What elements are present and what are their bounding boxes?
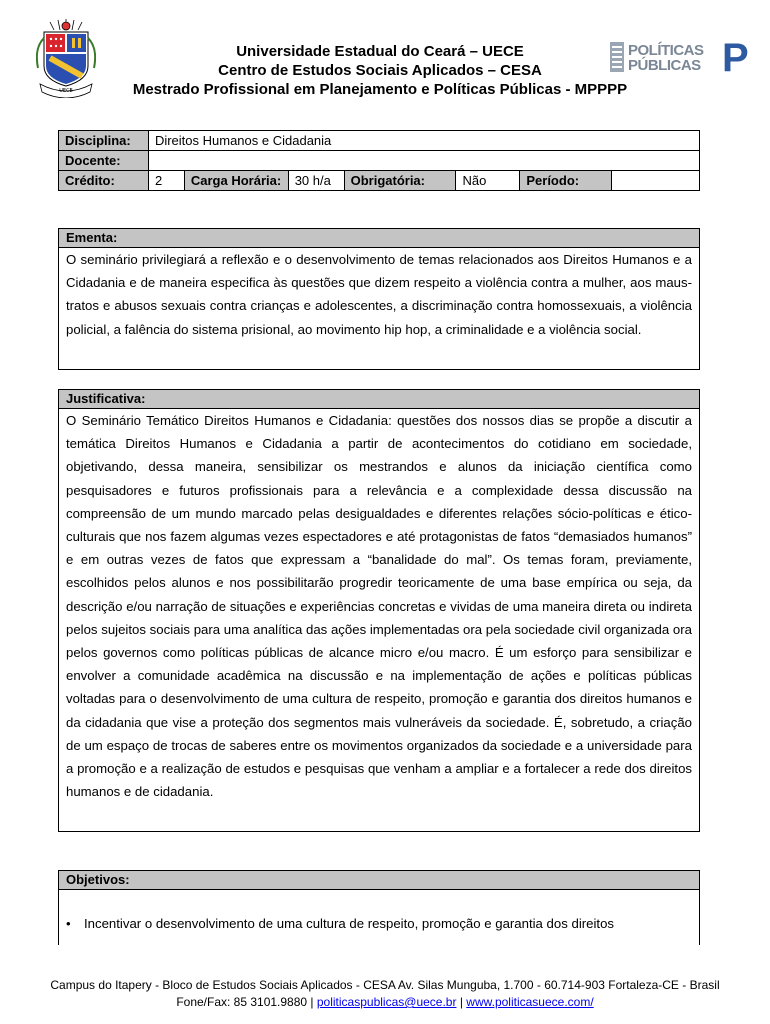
obrigatoria-label: Obrigatória: <box>344 171 456 191</box>
footer-phone: Fone/Fax: 85 3101.9880 | <box>176 995 314 1009</box>
footer-email-link[interactable]: politicaspublicas@uece.br <box>316 995 457 1009</box>
table-row <box>59 131 700 151</box>
disciplina-value: Direitos Humanos e Cidadania <box>148 131 699 151</box>
footer-website-link[interactable]: www.politicasuece.com/ <box>466 995 594 1009</box>
footer-contacts <box>0 994 770 1011</box>
logo-text-publicas: PÚBLICAS <box>628 57 701 74</box>
list-item <box>66 916 614 931</box>
objetivos-section <box>58 870 700 945</box>
logo-letter-p: P <box>722 36 749 80</box>
objetivo-text: Incentivar o desenvolvimento de uma cultura de respeito, promoção e garantia dos direitos <box>84 916 614 931</box>
center-name: Centro de Estudos Sociais Aplicados – CESA <box>218 62 542 79</box>
crest-motto: UECE <box>59 88 73 94</box>
document-header <box>100 42 660 99</box>
disciplina-label: Disciplina: <box>59 131 149 151</box>
docente-label: Docente: <box>59 151 149 171</box>
ementa-section <box>58 228 700 370</box>
credito-value: 2 <box>148 171 184 191</box>
page-footer <box>0 977 770 1011</box>
table-row <box>59 151 700 171</box>
carga-horaria-label: Carga Horária: <box>184 171 288 191</box>
carga-horaria-value: 30 h/a <box>288 171 344 191</box>
uece-crest-logo <box>36 18 96 98</box>
justificativa-section <box>58 389 700 832</box>
objetivos-title: Objetivos: <box>59 871 699 890</box>
footer-address: Campus do Itapery - Bloco de Estudos Sociais Aplicados - CESA Av. Silas Munguba, 1.700 - 60.714-903 Fortaleza-CE - Brasil <box>50 978 720 992</box>
university-name: Universidade Estadual do Ceará – UECE <box>236 43 524 60</box>
ementa-title: Ementa: <box>59 229 699 248</box>
logo-text-politicas: POLÍTICAS <box>628 42 704 59</box>
docente-value <box>148 151 699 171</box>
table-row <box>59 171 700 191</box>
justificativa-title: Justificativa: <box>59 390 699 409</box>
bullet-icon: • <box>66 916 71 931</box>
course-info-table <box>58 130 700 191</box>
obrigatoria-value: Não <box>456 171 520 191</box>
periodo-value <box>612 171 700 191</box>
credito-label: Crédito: <box>59 171 149 191</box>
footer-separator: | <box>459 995 463 1009</box>
ementa-text: O seminário privilegiará a reflexão e o desenvolvimento de temas relacionados aos Direitos Humanos e a Cidadania e de maneira especifica às questões que dizem respeito a violência contra a mulher, aos maus-tratos e abusos sexuais contra crianças e adolescentes, a discriminação contra homossexuais, a violência policial, a falência do sistema prisional, ao movimento hip hop, a criminalidade e a violência social. <box>66 252 692 337</box>
justificativa-text: O Seminário Temático Direitos Humanos e Cidadania: questões dos nossos dias se propõe a discutir a temática Direitos Humanos e Cidadania a partir de acontecimentos do cotidiano em sociedade, objetivando, dessa maneira, sensibilizar os mestrandos e alunos da iniciação científica como pesquisadores e futuros profissionais para a relevância e a complexidade dessa discussão na compreensão de um mundo marcado pelas desigualdades e diferentes relações sócio-políticas e ético-culturais que nos fazem algumas vezes espectadores e até protagonistas de fatos “demasiados humanos” e em outras vezes de fatos que expressam a “banalidade do mal”. Os temas foram, previamente, escolhidos pelos alunos e nos possibilitarão progredir teoricamente de uma base empírica ou seja, da descrição e/ou narração de situações e experiências concretas e vividas de uma maneira direta ou indireta pelos sujeitos sociais para uma analítica das ações implementadas ora pela sociedade civil organizada ora pelos governos como políticas públicas de alcance micro e/ou macro. É um esforço para sensibilizar e envolver a comunidade acadêmica na discussão e na implementação de ações e políticas públicas voltadas para o desenvolvimento de uma cultura de respeito, promoção e garantia dos direitos humanos e da cidadania que vise a proteção dos segmentos mais vulneráveis da sociedade. É, sobretudo, a criação de um espaço de trocas de saberes entre os movimentos organizados da sociedade e a universidade para a promoção e a realização de estudos e pesquisas que venham a ampliar e a fortalecer a rede dos direitos humanos e de cidadania. <box>66 413 692 800</box>
periodo-label: Período: <box>520 171 612 191</box>
program-name: Mestrado Profissional em Planejamento e Políticas Públicas - MPPPP <box>132 81 628 98</box>
